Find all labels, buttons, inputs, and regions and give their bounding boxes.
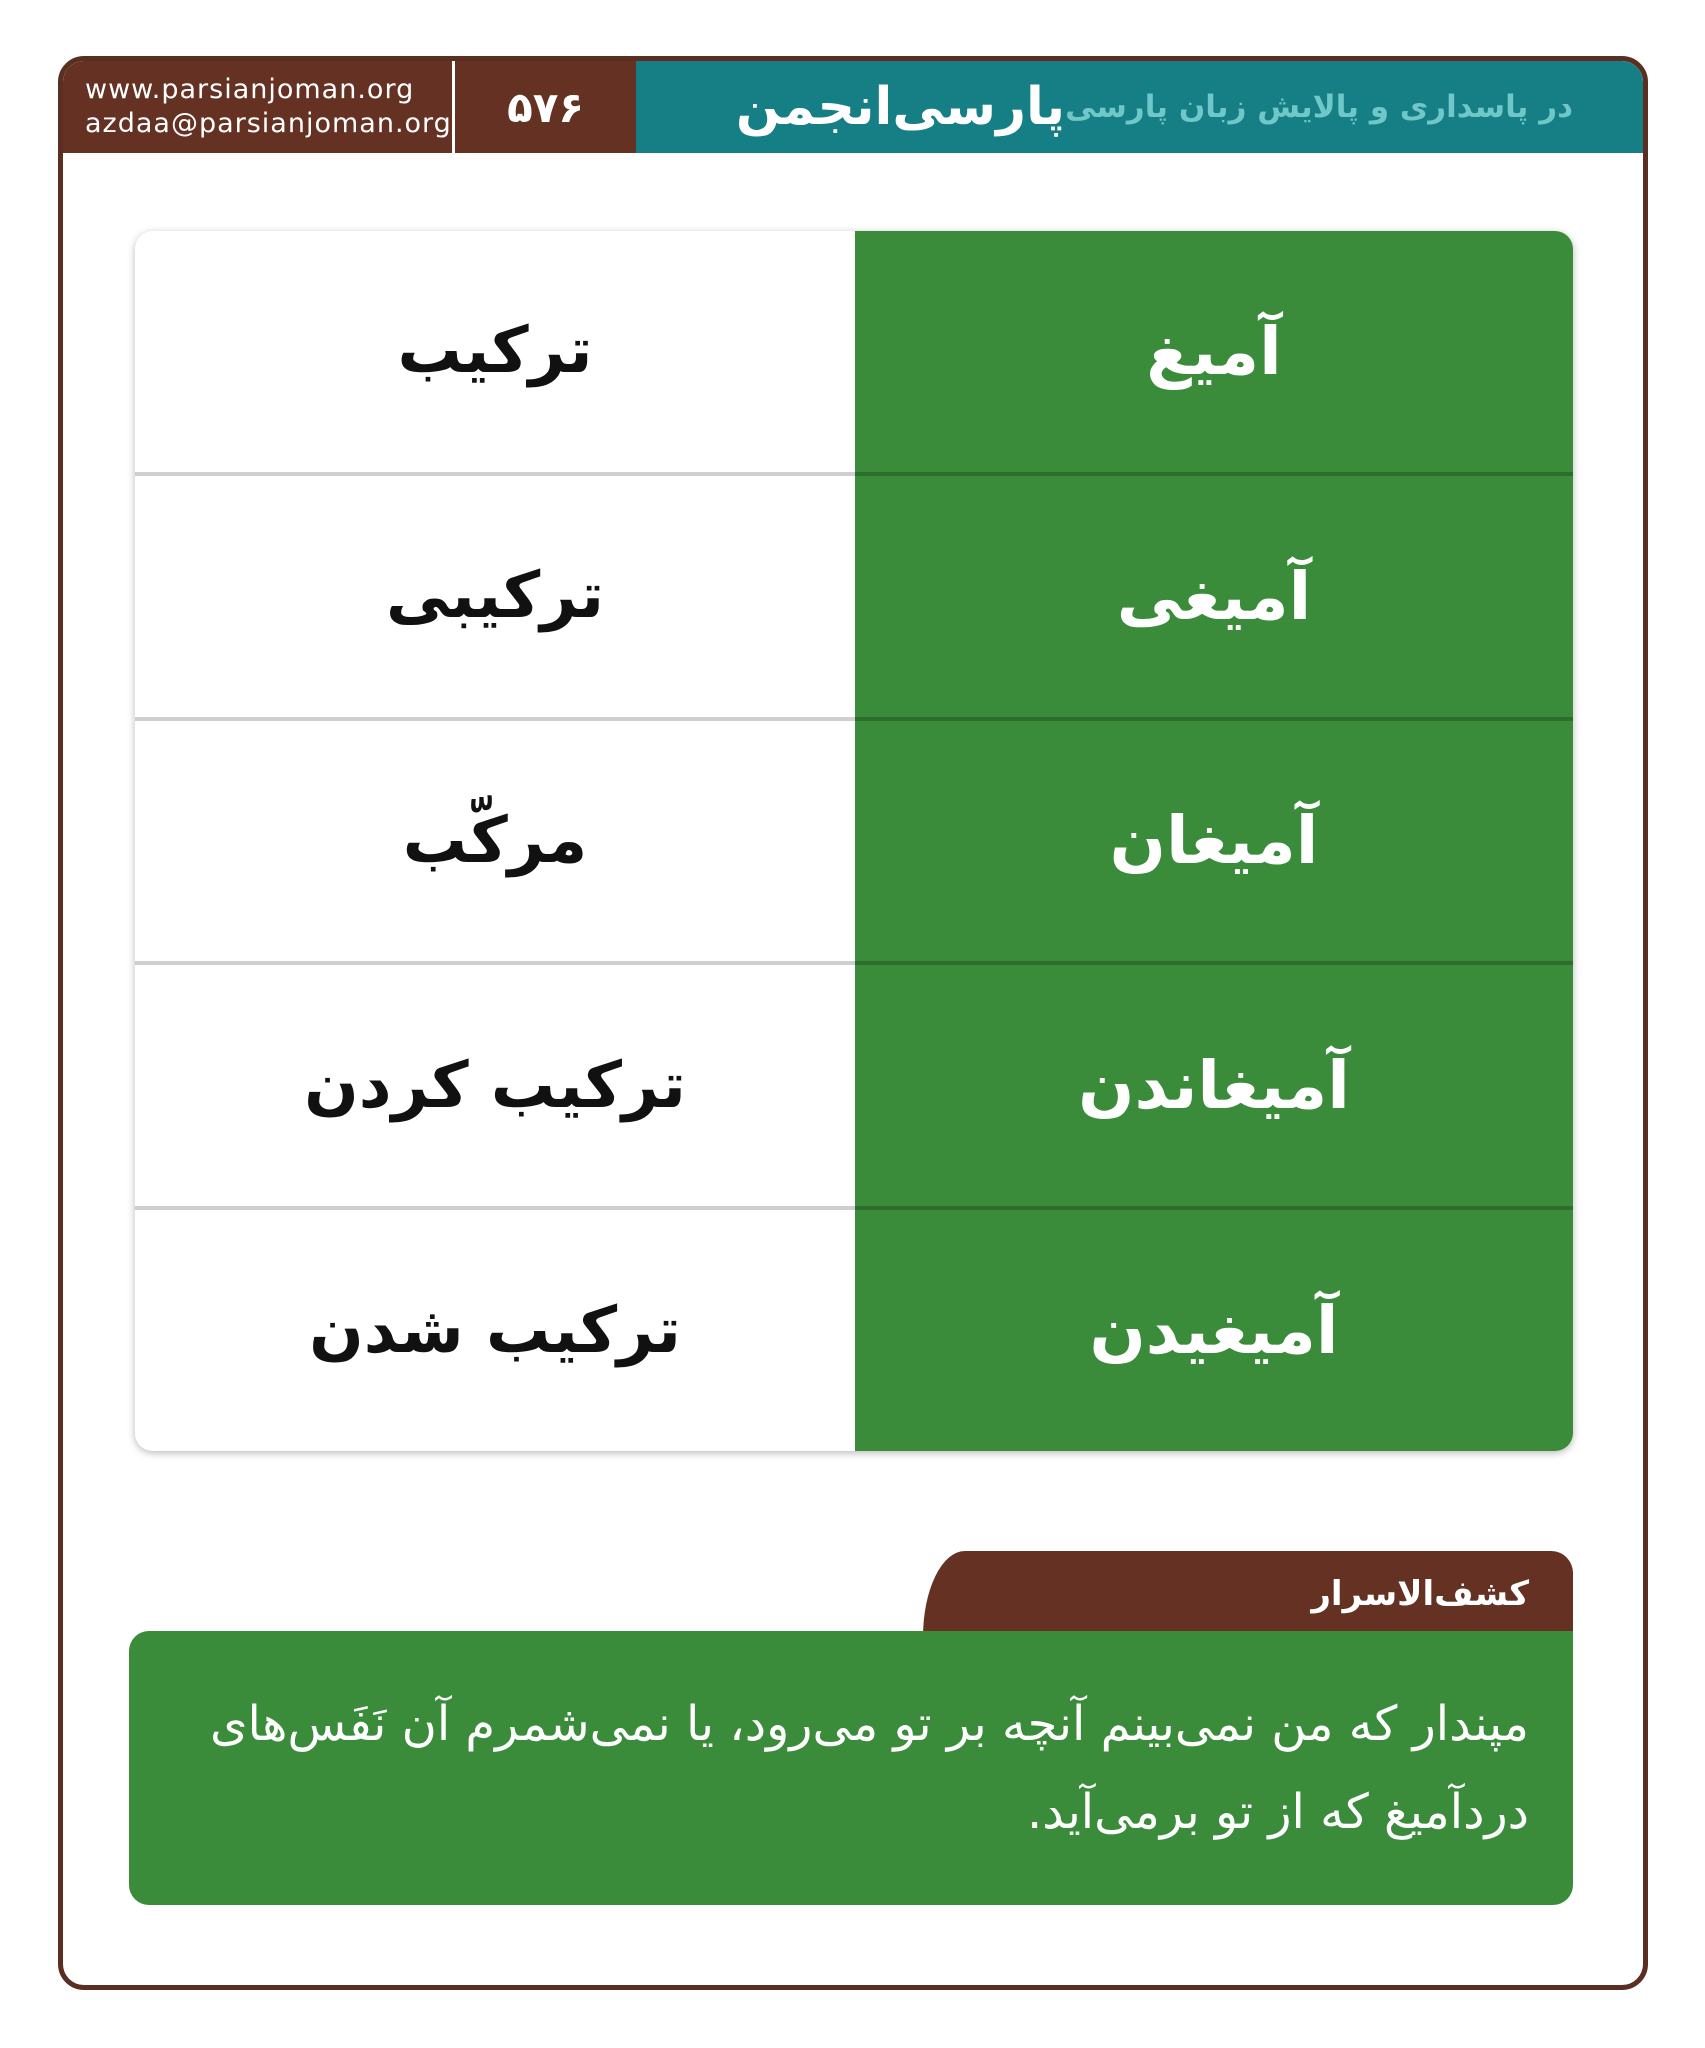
persian-word-cell: آمیغ bbox=[855, 231, 1573, 476]
issue-number: ۵۷۶ bbox=[455, 61, 636, 153]
loanword-cell: ترکیبی bbox=[135, 476, 855, 717]
loanword-cell: ترکیب bbox=[135, 231, 855, 472]
table-row bbox=[135, 1210, 1573, 1451]
example-quote: مپندار که من نمی‌بینم آنچه بر تو می‌رود، یا نمی‌شمرم آن نَفَس‌های دردآمیغ که از تو برمی‌آید. bbox=[209, 1696, 1529, 1840]
contact-info bbox=[63, 61, 452, 153]
header-bar bbox=[63, 61, 1643, 153]
brand-banner bbox=[636, 61, 1643, 153]
website-link[interactable]: www.parsianjoman.org bbox=[85, 74, 415, 105]
loanword-cell: ترکیب کردن bbox=[135, 965, 855, 1206]
persian-word-cell: آمیغان bbox=[855, 721, 1573, 966]
loanword-cell: ترکیب شدن bbox=[135, 1210, 855, 1451]
table-row bbox=[135, 231, 1573, 476]
brand-tagline: در پاسداری و پالایش زبان پارسی bbox=[1065, 89, 1573, 125]
source-label: کشف‌الاسرار bbox=[923, 1551, 1573, 1637]
persian-word-cell: آمیغاندن bbox=[855, 965, 1573, 1210]
email-link[interactable]: azdaa@parsianjoman.org bbox=[85, 108, 452, 139]
brand-logo: پارسی‌انجمن bbox=[735, 77, 1066, 137]
table-row bbox=[135, 476, 1573, 721]
vocabulary-table bbox=[135, 231, 1573, 1451]
persian-word-cell: آمیغی bbox=[855, 476, 1573, 721]
example-quote-box bbox=[129, 1631, 1573, 1905]
table-row bbox=[135, 721, 1573, 966]
persian-word-cell: آمیغیدن bbox=[855, 1210, 1573, 1451]
loanword-cell: مرکّب bbox=[135, 721, 855, 962]
table-row bbox=[135, 965, 1573, 1210]
page-frame bbox=[58, 56, 1648, 1990]
